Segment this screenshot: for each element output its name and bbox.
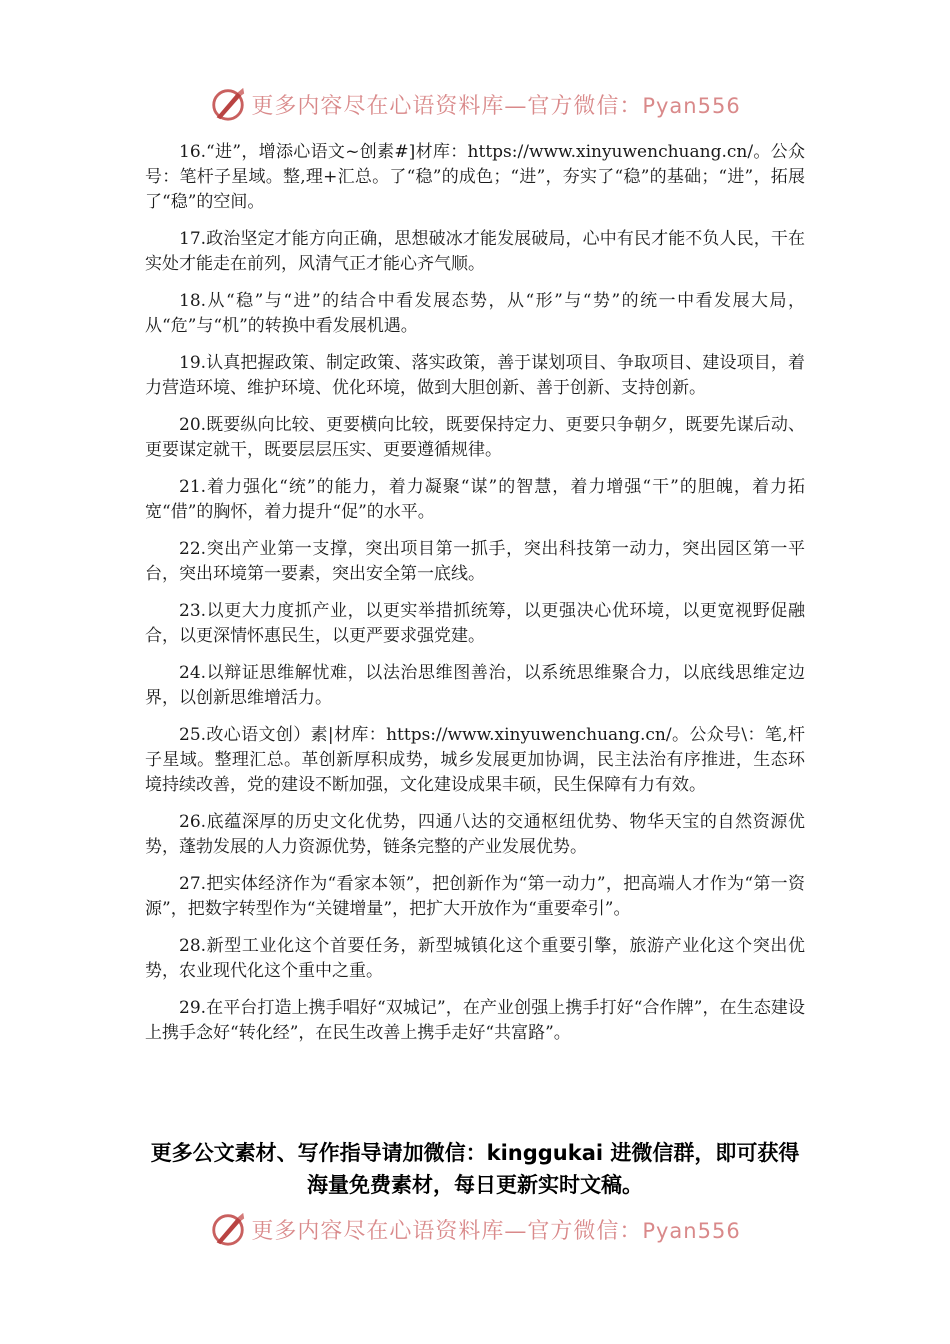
pen-logo-icon	[209, 1210, 247, 1248]
paragraph-20: 20.既要纵向比较、更要横向比较，既要保持定力、更要只争朝夕，既要先谋后动、更要谋定就干，既要层层压实、更要遵循规律。	[145, 415, 805, 460]
banner-text: 更多内容尽在心语资料库—官方微信：Pyan556	[251, 93, 741, 119]
paragraph-23: 23.以更大力度抓产业，以更实举措抓统筹，以更强决心优环境，以更宽视野促融合，以更深情怀惠民生，以更严要求强党建。	[145, 601, 805, 646]
paragraph-22: 22.突出产业第一支撑，突出项目第一抓手，突出科技第一动力，突出园区第一平台，突出环境第一要素，突出安全第一底线。	[145, 539, 805, 584]
wechat-id: Pyan556	[642, 93, 741, 118]
paragraph-21: 21.着力强化“统”的能力，着力凝聚“谋”的智慧，着力增强“干”的胆魄，着力拓宽“借”的胸怀，着力提升“促”的水平。	[145, 477, 805, 522]
paragraph-24: 24.以辩证思维解忧难，以法治思维图善治，以系统思维聚合力，以底线思维定边界，以创新思维增活力。	[145, 663, 805, 708]
paragraph-28: 28.新型工业化这个首要任务，新型城镇化这个重要引擎，旅游产业化这个突出优势，农业现代化这个重中之重。	[145, 936, 805, 981]
paragraph-17: 17.政治坚定才能方向正确，思想破冰才能发展破局，心中有民才能不负人民，干在实处才能走在前列，风清气正才能心齐气顺。	[145, 229, 805, 274]
pen-logo-icon	[209, 85, 247, 123]
paragraph-16: 16.“进”，增添心语文~创素#]材库：https://www.xinyuwenchuang.cn/。公众号：笔杆子星域。整,理+汇总。了“稳”的成色；“进”，夯实了“稳”的基础；“进”，拓展了“稳”的空间。	[145, 142, 805, 212]
paragraph-19: 19.认真把握政策、制定政策、落实政策，善于谋划项目、争取项目、建设项目，着力营造环境、维护环境、优化环境，做到大胆创新、善于创新、支持创新。	[145, 353, 805, 398]
paragraph-29: 29.在平台打造上携手唱好“双城记”，在产业创强上携手打好“合作牌”，在生态建设上携手念好“转化经”，在民生改善上携手走好“共富路”。	[145, 998, 805, 1043]
banner-text: 更多内容尽在心语资料库—官方微信：Pyan556	[251, 1218, 741, 1244]
header-banner	[0, 84, 950, 124]
paragraph-27: 27.把实体经济作为“看家本领”，把创新作为“第一动力”，把高端人才作为“第一资源”，把数字转型作为“关键增量”，把扩大开放作为“重要牵引”。	[145, 874, 805, 919]
footer-note: 更多公文素材、写作指导请加微信：kinggukai 进微信群，即可获得海量免费素材，每日更新实时文稿。	[150, 1141, 800, 1197]
paragraph-26: 26.底蕴深厚的历史文化优势，四通八达的交通枢纽优势、物华天宝的自然资源优势，蓬勃发展的人力资源优势，链条完整的产业发展优势。	[145, 812, 805, 857]
paragraph-25: 25.改心语文创）素|材库：https://www.xinyuwenchuang.cn/。公众号\：笔,杆子星域。整理汇总。革创新厚积成势，城乡发展更加协调，民主法治有序推进，生态环境持续改善，党的建设不断加强，文化建设成果丰硕，民生保障有力有效。	[145, 725, 805, 795]
paragraph-18: 18.从“稳”与“进”的结合中看发展态势，从“形”与“势”的统一中看发展大局，从“危”与“机”的转换中看发展机遇。	[145, 291, 805, 336]
footer-banner	[0, 1209, 950, 1249]
document-body	[145, 140, 805, 1056]
wechat-id: Pyan556	[642, 1218, 741, 1243]
